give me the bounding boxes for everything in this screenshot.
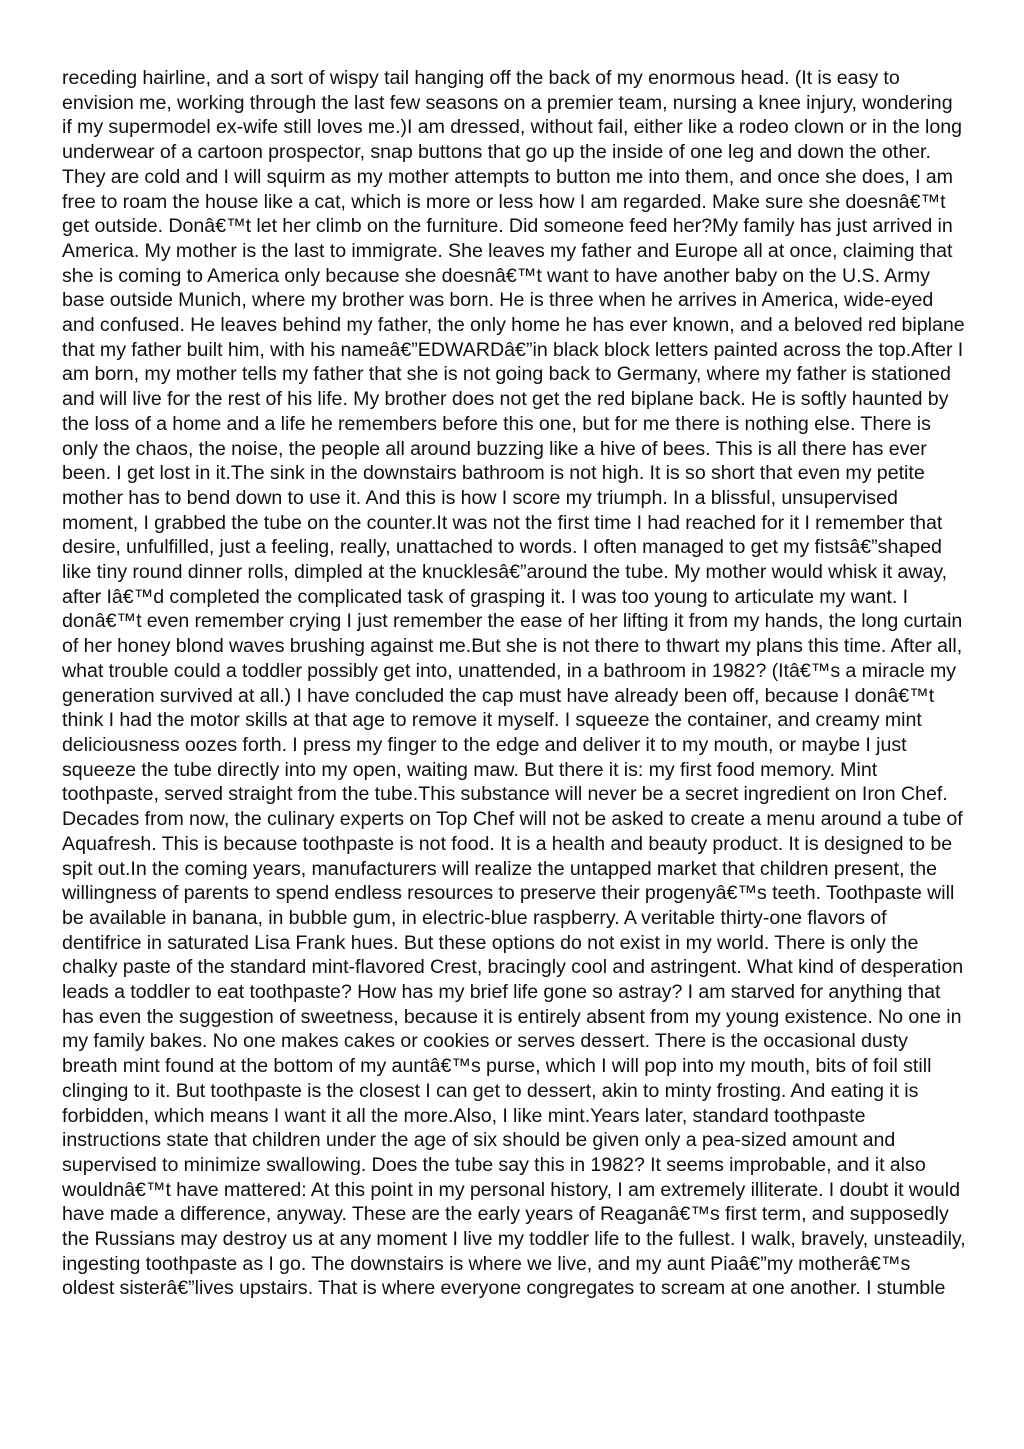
document-page [62,66,967,1301]
body-paragraph: receding hairline, and a sort of wispy tail hanging off the back of my enormous head. (It is easy to envision me, working through the last few seasons on a premier team, nursing a knee injury, wondering if my supermodel ex-wife still loves me.)I am dressed, without fail, either like a rodeo clown or in the long underwear of a cartoon prospector, snap buttons that go up the inside of one leg and down the other. They are cold and I will squirm as my mother attempts to button me into them, and once she does, I am free to roam the house like a cat, which is more or less how I am regarded. Make sure she doesnâ€™t get outside. Donâ€™t let her climb on the furniture. Did someone feed her?My family has just arrived in America. My mother is the last to immigrate. She leaves my father and Europe all at once, claiming that she is coming to America only because she doesnâ€™t want to have another baby on the U.S. Army base outside Munich, where my brother was born. He is three when he arrives in America, wide-eyed and confused. He leaves behind my father, the only home he has ever known, and a beloved red biplane that my father built him, with his nameâ€”EDWARDâ€”in black block letters painted across the top.After I am born, my mother tells my father that she is not going back to Germany, where my father is stationed and will live for the rest of his life. My brother does not get the red biplane back. He is softly haunted by the loss of a home and a life he remembers before this one, but for me there is nothing else. There is only the chaos, the noise, the people all around buzzing like a hive of bees. This is all there has ever been. I get lost in it.The sink in the downstairs bathroom is not high. It is so short that even my petite mother has to bend down to use it. And this is how I score my triumph. In a blissful, unsupervised moment, I grabbed the tube on the counter.It was not the first time I had reached for it I remember that desire, unfulfilled, just a feeling, really, unattached to words. I often managed to get my fistsâ€”shaped like tiny round dinner rolls, dimpled at the knucklesâ€”around the tube. My mother would whisk it away, after Iâ€™d completed the complicated task of grasping it. I was too young to articulate my want. I donâ€™t even remember crying I just remember the ease of her lifting it from my hands, the long curtain of her honey blond waves brushing against me.But she is not there to thwart my plans this time. After all, what trouble could a toddler possibly get into, unattended, in a bathroom in 1982? (Itâ€™s a miracle my generation survived at all.) I have concluded the cap must have already been off, because I donâ€™t think I had the motor skills at that age to remove it myself. I squeeze the container, and creamy mint deliciousness oozes forth. I press my finger to the edge and deliver it to my mouth, or maybe I just squeeze the tube directly into my open, waiting maw. But there it is: my first food memory. Mint toothpaste, served straight from the tube.This substance will never be a secret ingredient on Iron Chef. Decades from now, the culinary experts on Top Chef will not be asked to create a menu around a tube of Aquafresh. This is because toothpaste is not food. It is a health and beauty product. It is designed to be spit out.In the coming years, manufacturers will realize the untapped market that children present, the willingness of parents to spend endless resources to preserve their progenyâ€™s teeth. Toothpaste will be available in banana, in bubble gum, in electric-blue raspberry. A veritable thirty-one flavors of dentifrice in saturated Lisa Frank hues. But these options do not exist in my world. There is only the chalky paste of the standard mint-flavored Crest, bracingly cool and astringent. What kind of desperation leads a toddler to eat toothpaste? How has my brief life gone so astray? I am starved for anything that has even the suggestion of sweetness, because it is entirely absent from my young existence. No one in my family bakes. No one makes cakes or cookies or serves dessert. There is the occasional dusty breath mint found at the bottom of my auntâ€™s purse, which I will pop into my mouth, bits of foil still clinging to it. But toothpaste is the closest I can get to dessert, akin to minty frosting. And eating it is forbidden, which means I want it all the more.Also, I like mint.Years later, standard toothpaste instructions state that children under the age of six should be given only a pea-sized amount and supervised to minimize swallowing. Does the tube say this in 1982? It seems improbable, and it also wouldnâ€™t have mattered: At this point in my personal history, I am extremely illiterate. I doubt it would have made a difference, anyway. These are the early years of Reaganâ€™s first term, and supposedly the Russians may destroy us at any moment I live my toddler life to the fullest. I walk, bravely, unsteadily, ingesting toothpaste as I go. The downstairs is where we live, and my aunt Piaâ€”my motherâ€™s oldest sisterâ€”lives upstairs. That is where everyone congregates to scream at one another. I stumble [62,67,966,1300]
